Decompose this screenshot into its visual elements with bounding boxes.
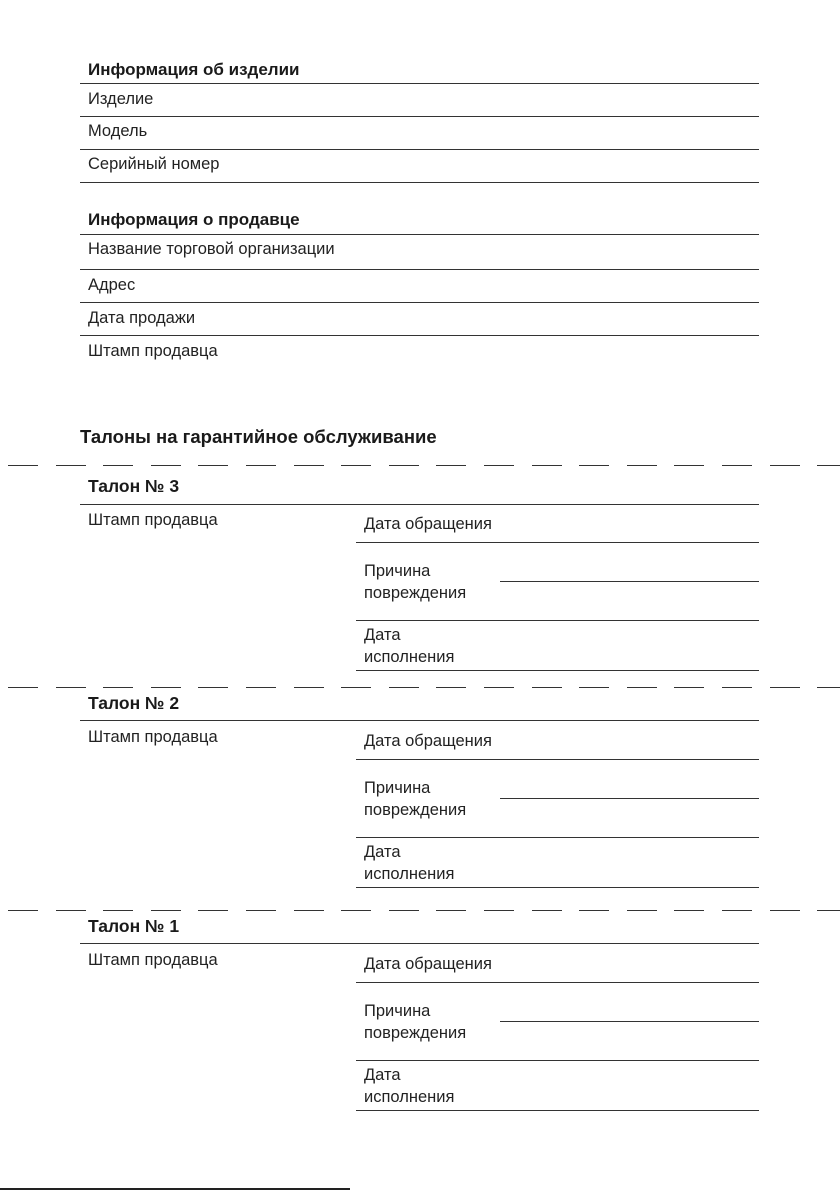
field-address-line bbox=[80, 302, 759, 303]
cut-dash bbox=[246, 687, 276, 688]
cut-dash bbox=[294, 465, 324, 466]
coupons-title: Талоны на гарантийное обслуживание bbox=[80, 426, 437, 447]
cut-dash bbox=[722, 910, 752, 911]
cut-dash bbox=[389, 687, 419, 688]
coupon-header-line bbox=[80, 720, 759, 721]
coupon-1 bbox=[0, 916, 840, 1126]
cut-dash bbox=[674, 687, 704, 688]
cut-dash bbox=[627, 465, 657, 466]
cut-dash bbox=[294, 687, 324, 688]
field-org-name-line bbox=[80, 269, 759, 270]
date-request-line bbox=[356, 759, 759, 760]
date-done-line bbox=[356, 1110, 759, 1111]
field-product-line bbox=[80, 116, 759, 117]
cut-dash bbox=[151, 910, 181, 911]
cut-dash bbox=[532, 465, 562, 466]
date-request-line bbox=[356, 542, 759, 543]
cut-dash bbox=[341, 687, 371, 688]
cut-dash bbox=[484, 687, 514, 688]
field-org-name-label: Название торговой организации bbox=[88, 240, 335, 258]
damage-reason-label-2: повреждения bbox=[364, 801, 467, 819]
field-seller-stamp-label: Штамп продавца bbox=[88, 342, 218, 360]
cut-dash bbox=[341, 910, 371, 911]
cut-dash bbox=[722, 465, 752, 466]
field-product-label: Изделие bbox=[88, 90, 154, 108]
damage-reason-line bbox=[356, 620, 759, 621]
divider bbox=[80, 83, 759, 84]
field-sale-date-line bbox=[80, 335, 759, 336]
date-request-line bbox=[356, 982, 759, 983]
cut-dash bbox=[198, 465, 228, 466]
cut-dash bbox=[722, 687, 752, 688]
cut-dash bbox=[8, 465, 38, 466]
coupon-header-line bbox=[80, 943, 759, 944]
date-request-label: Дата обращения bbox=[364, 732, 492, 750]
cut-dash bbox=[198, 910, 228, 911]
damage-reason-label-2: повреждения bbox=[364, 1024, 467, 1042]
cut-dash bbox=[579, 465, 609, 466]
cut-dash bbox=[56, 687, 86, 688]
date-done-line bbox=[356, 887, 759, 888]
cut-dash bbox=[341, 465, 371, 466]
seller-stamp-label: Штамп продавца bbox=[88, 728, 218, 746]
cut-dash bbox=[674, 910, 704, 911]
divider bbox=[80, 234, 759, 235]
cut-dash bbox=[246, 910, 276, 911]
cut-dash bbox=[8, 910, 38, 911]
date-done-label-2: исполнения bbox=[364, 648, 455, 666]
coupon-title: Талон № 2 bbox=[88, 693, 180, 713]
cut-dash bbox=[151, 687, 181, 688]
cut-dash bbox=[436, 465, 466, 466]
page-bottom-edge bbox=[0, 1188, 350, 1190]
cut-dash bbox=[532, 910, 562, 911]
cut-dash bbox=[56, 465, 86, 466]
cut-line bbox=[0, 910, 840, 911]
cut-dash bbox=[770, 910, 800, 911]
date-done-label-1: Дата bbox=[364, 843, 401, 861]
cut-dash bbox=[436, 687, 466, 688]
cut-dash bbox=[674, 465, 704, 466]
cut-dash bbox=[103, 910, 133, 911]
cut-dash bbox=[770, 465, 800, 466]
cut-dash bbox=[484, 910, 514, 911]
damage-reason-line bbox=[356, 837, 759, 838]
cut-dash bbox=[389, 465, 419, 466]
date-request-label: Дата обращения bbox=[364, 515, 492, 533]
damage-reason-label-1: Причина bbox=[364, 1002, 431, 1020]
cut-dash bbox=[246, 465, 276, 466]
cut-dash bbox=[56, 910, 86, 911]
cut-dash bbox=[198, 687, 228, 688]
date-done-label-2: исполнения bbox=[364, 865, 455, 883]
cut-dash bbox=[8, 687, 38, 688]
cut-dash bbox=[817, 465, 840, 466]
cut-dash bbox=[389, 910, 419, 911]
cut-dash bbox=[627, 910, 657, 911]
cut-dash bbox=[532, 687, 562, 688]
date-done-label-1: Дата bbox=[364, 1066, 401, 1084]
cut-dash bbox=[436, 910, 466, 911]
damage-reason-line bbox=[356, 1060, 759, 1061]
product-info-title: Информация об изделии bbox=[88, 60, 300, 79]
damage-reason-label-2: повреждения bbox=[364, 584, 467, 602]
coupon-header-line bbox=[80, 504, 759, 505]
cut-dash bbox=[294, 910, 324, 911]
date-done-label-2: исполнения bbox=[364, 1088, 455, 1106]
damage-reason-line-inner bbox=[500, 798, 759, 799]
coupon-title: Талон № 3 bbox=[88, 476, 180, 496]
damage-reason-line-inner bbox=[500, 581, 759, 582]
date-done-line bbox=[356, 670, 759, 671]
cut-line bbox=[0, 465, 840, 466]
cut-dash bbox=[627, 687, 657, 688]
cut-dash bbox=[817, 687, 840, 688]
cut-dash bbox=[817, 910, 840, 911]
seller-stamp-label: Штамп продавца bbox=[88, 511, 218, 529]
field-model-line bbox=[80, 149, 759, 150]
cut-dash bbox=[579, 687, 609, 688]
cut-dash bbox=[770, 687, 800, 688]
field-sale-date-label: Дата продажи bbox=[88, 309, 196, 327]
cut-dash bbox=[103, 465, 133, 466]
field-address-label: Адрес bbox=[88, 276, 136, 294]
cut-dash bbox=[151, 465, 181, 466]
cut-dash bbox=[103, 687, 133, 688]
field-model-label: Модель bbox=[88, 122, 148, 140]
field-serial-line bbox=[80, 182, 759, 183]
field-serial-label: Серийный номер bbox=[88, 155, 220, 173]
damage-reason-label-1: Причина bbox=[364, 779, 431, 797]
damage-reason-line-inner bbox=[500, 1021, 759, 1022]
date-done-label-1: Дата bbox=[364, 626, 401, 644]
coupon-title: Талон № 1 bbox=[88, 916, 180, 936]
cut-dash bbox=[484, 465, 514, 466]
coupon-3 bbox=[0, 476, 840, 686]
date-request-label: Дата обращения bbox=[364, 955, 492, 973]
cut-line bbox=[0, 687, 840, 688]
cut-dash bbox=[579, 910, 609, 911]
coupon-2 bbox=[0, 693, 840, 903]
seller-stamp-label: Штамп продавца bbox=[88, 951, 218, 969]
damage-reason-label-1: Причина bbox=[364, 562, 431, 580]
seller-info-title: Информация о продавце bbox=[88, 210, 300, 229]
